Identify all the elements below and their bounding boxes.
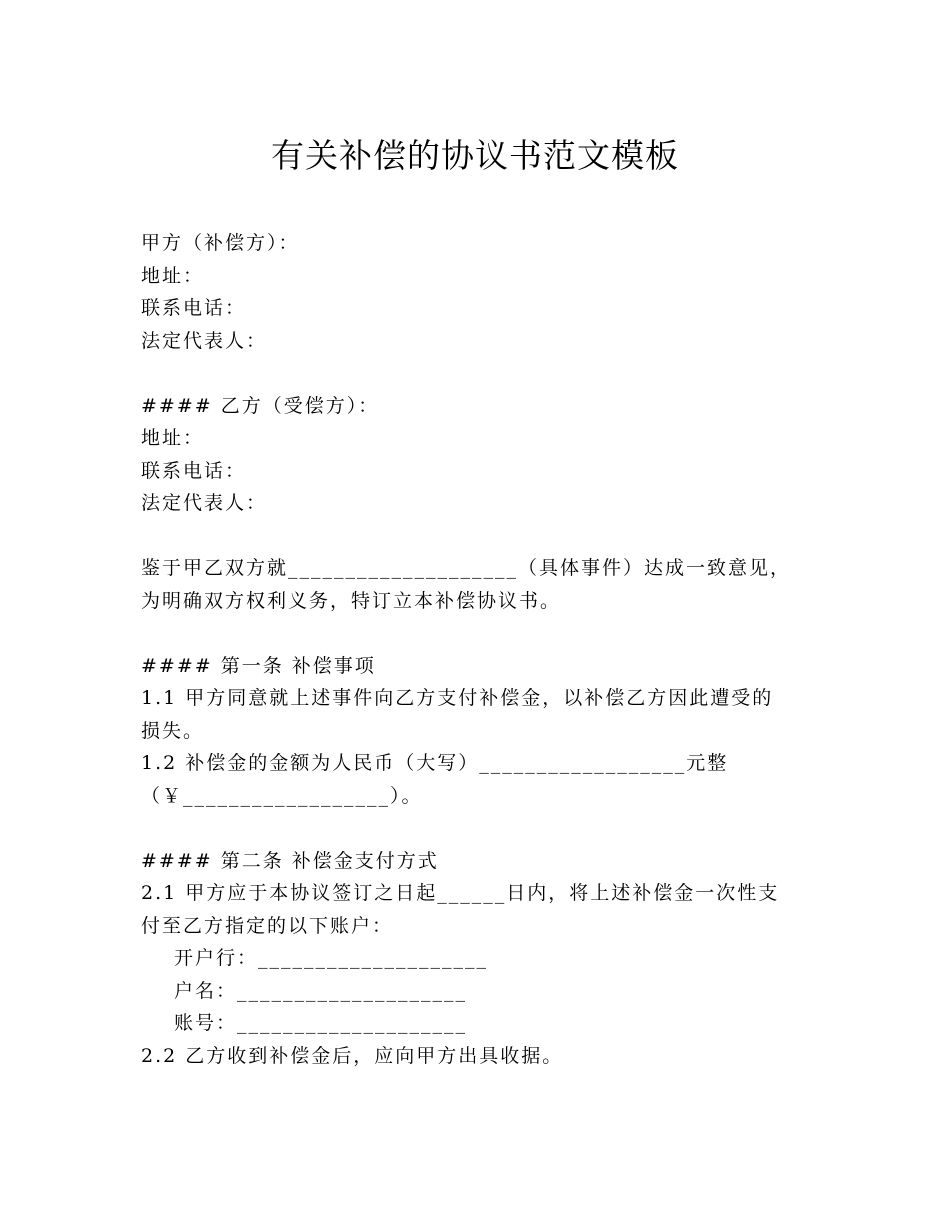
article-1-item-2-line-2: [141, 780, 821, 813]
article-2-item-1-line-2: 付至乙方指定的以下账户：: [141, 914, 394, 937]
article-1-heading: #### 第一条 补偿事项: [141, 654, 376, 677]
amount-uppercase-blank: __________________: [479, 752, 687, 774]
amount-figure-prefix: （￥: [141, 784, 184, 807]
article-2-heading: #### 第二条 补偿金支付方式: [141, 849, 439, 872]
document-body: [141, 227, 821, 1072]
account-name-field: [141, 975, 821, 1008]
article-1-item-1-line-1: 1.1 甲方同意就上述事件向乙方支付补偿金，以补偿乙方因此遭受的: [141, 687, 774, 709]
party-b-rep: 法定代表人：: [141, 492, 268, 514]
bank-field: [141, 942, 821, 975]
preamble-line-1: [141, 552, 821, 585]
party-a-heading: 甲方（补偿方）：: [141, 232, 300, 254]
preamble-prefix: 鉴于甲乙双方就: [141, 557, 289, 579]
party-a-rep: 法定代表人：: [141, 329, 268, 352]
spacer: [141, 357, 821, 390]
account-number-field: [141, 1007, 821, 1040]
amount-prefix: 1.2 补偿金的金额为人民币（大写）: [141, 752, 480, 774]
account-number-label: 账号：: [174, 1012, 238, 1034]
bank-label: 开户行：: [174, 947, 259, 969]
preamble-line-2: 为明确双方权利义务，特订立本补偿协议书。: [141, 589, 562, 612]
payment-days-blank: ______: [437, 882, 507, 904]
account-name-label: 户名：: [174, 979, 238, 1002]
preamble-suffix: （具体事件）达成一致意见，: [518, 557, 792, 579]
article-1-item-1-line-2: 损失。: [141, 719, 205, 742]
party-b-address: 地址：: [141, 427, 205, 449]
account-number-blank: ____________________: [237, 1012, 468, 1034]
bank-blank: ____________________: [258, 947, 489, 969]
spacer: [141, 812, 821, 845]
party-a-phone: 联系电话：: [141, 297, 247, 319]
article-2-item-2: 2.2 乙方收到补偿金后，应向甲方出具收据。: [141, 1044, 564, 1067]
document-title: 有关补偿的协议书范文模板: [271, 136, 679, 175]
spacer: [141, 520, 821, 553]
account-name-blank: ____________________: [237, 979, 468, 1002]
party-a-address: 地址：: [141, 264, 205, 287]
payment-days-prefix: 2.1 甲方应于本协议签订之日起: [141, 882, 438, 904]
party-b-heading: #### 乙方（受偿方）：: [141, 394, 380, 417]
spacer: [141, 617, 821, 650]
amount-figure-blank: __________________: [183, 784, 391, 807]
payment-days-suffix: 日内，将上述补偿金一次性支: [506, 882, 780, 904]
article-2-item-1-line-1: [141, 877, 821, 910]
amount-figure-suffix: ）。: [390, 784, 423, 807]
event-blank: ____________________: [288, 557, 519, 579]
article-1-item-2-line-1: [141, 747, 821, 780]
party-b-phone: 联系电话：: [141, 459, 247, 482]
amount-suffix: 元整: [686, 752, 729, 774]
